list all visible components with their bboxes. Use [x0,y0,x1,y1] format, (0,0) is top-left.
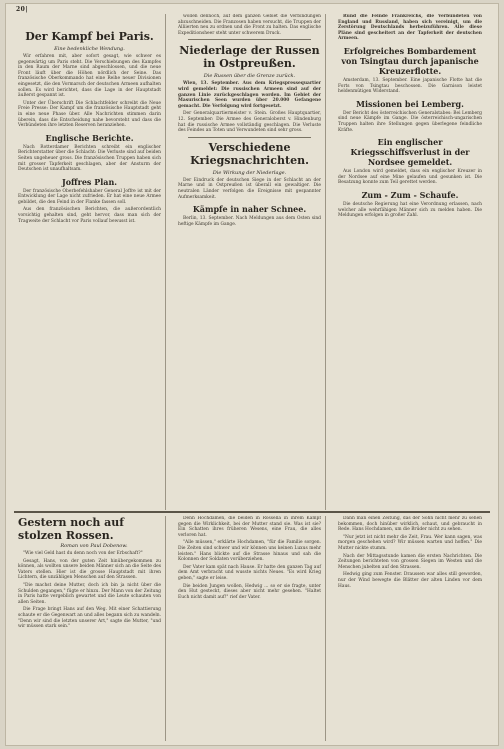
headline-kampf-bei-paris: Der Kampf bei Paris. [25,30,154,43]
column-1 [14,14,166,510]
feuilleton-section [14,516,490,741]
subheadline: Die Russen über die Grenze zurück. [203,73,296,80]
story-paragraph: Die Frage bringt Hans auf den Weg. Mit einer Schattierung schaute er die Gegenwart an und alles begann sich zu wandeln. "Denn wir sind die letzten unserer Art," sagte die Mutter, "und wir müssen stark sein." [18,607,161,630]
headline-kriegsnachrichten: Verschiedene Kriegsnachrichten. [190,140,309,167]
section-divider [14,511,490,513]
story-paragraph: "Wie viel Geld hast du denn noch von der Erbschaft?" [23,551,143,556]
subheadline: Die Wirkung der Niederlage. [212,169,287,176]
article-paragraph: Nach Rotterdamer Berichten schreibt ein englischer Berichterstatter über die Schlacht: Die Verluste sind auf beiden Seiten ungeheuer gross. Die französischen Truppen haben sich mit grosser Tapferkeit geschlagen, aber der Ansturm der Deutschen ist unaufhaltsam. [18,144,161,173]
divider [188,39,311,40]
feuilleton-column-3 [334,516,486,741]
article-paragraph: Amsterdam, 13. September. Eine japanische Flotte hat die Forts von Tsingtau beschossen. Die Garnison leistet heldenmütigen Widerstand. [338,77,482,95]
section-heading: Joffres Plan. [61,176,118,187]
divider [188,137,311,138]
story-paragraph: Dann man einen Zeitung, das der Sohn nicht mehr zu sehen bekommen, doch hinüber wirklich, schaut, und gebraucht in Rede. Hans Hochdamen, um die Brüder nicht zu sehen. [338,516,482,533]
feuilleton-column-1 [14,516,166,741]
story-paragraph: Die beiden Jungen wollen, Hedwig ... so er sie fragte, unter den Hut gesteckt, dieses aber nicht mehr gesehen. "Haltet Euch nicht damit auf!" rief der Vater. [178,583,321,600]
section-heading: Kämpfe in naher Schnee. [192,204,307,215]
article-paragraph: Rund die Feinde Frankreichs, die Verbündeten von England und Russland, haben sich vereinigt, um die Zerstörung Deutschlands herbeizuführen. Alle diese Pläne sind gescheitert an der Tapferkeit der deutschen Armeen. [338,14,482,42]
section-heading: Missionen bei Lemberg. [356,98,464,109]
feuilleton-column-2 [174,516,326,741]
story-paragraph: Nach der Mittagsstunde kamen die ersten Nachrichten. Die Zeitungen berichteten von grossen Siegen im Westen und die Menschen jubelten auf den Strassen. [338,553,482,570]
article-paragraph: Wien, 13. September. Aus dem Kriegspressequartier wird gemeldet: Die russischen Armeen sind auf der ganzen Linie zurückgeschlagen worden. Im Gebiet der Masurischen Seen wurden über 20.000 Gefangene gemacht. Die Verfolgung wird fortgesetzt. [178,81,321,109]
newspaper-page [6,4,498,745]
feuilleton-title: Gestern noch auf stolzen Rossen. [18,516,125,542]
article-paragraph: Wir erfahren mit, aber sofort gesagt, wie schwer es gegenwärtig um Paris steht. Die Verschiebungen des Kampfes in den Raum der Marne sind abgeschlossen, und die neue Front läuft über die Höhen nördlich der Seine. Das französische Oberkommando hat eine Reihe neuer Divisionen eingesetzt, die den Vormarsch der deutschen Armeen aufhalten sollen. Es wird berichtet, dass die Lage in der Hauptstadt äußerst gespannt ist. [18,54,161,99]
section-heading: Ein englischer Kriegsschiffsverlust in der Nordsee gemeldet. [350,137,470,168]
section-heading: Englische Berichte. [45,132,134,143]
subheadline: Eine bedenkliche Wendung. [54,46,125,52]
story-paragraph: Hedwig ging zum Fenster. Draussen war alles still geworden, nur der Wind bewegte die Blätter der alten Linden vor dem Haus. [338,572,482,589]
article-paragraph: Unter der Überschrift Die Schlachtfelder schreibt die Neue Freie Presse: Der Kampf um die französische Hauptstadt geht in eine neue Phase über. Alle Nachrichten stimmen darin überein, dass die Entscheidung nahe bevorsteht und dass die Verbündeten ihre letzten Reserven heranziehen. [18,100,161,129]
page-number: 20| [16,6,29,13]
column-2 [174,14,326,510]
article-paragraph: Aus den französischen Berichten, die außerordentlich vorsichtig gehalten sind, geht hervor, dass man sich der Tragweite der Schlacht vor Paris vollauf bewusst ist. [18,207,161,224]
article-paragraph: Der Eindruck der deutschen Siege in der Schlacht an der Marne und in Ostpreußen ist überall ein gewaltiger. Die neutralen Länder verfolgen die Ereignisse mit gespannter Aufmerksamkeit. [178,177,321,200]
story-paragraph: Der Vater kam spät nach Hause. Er hatte den ganzen Tag auf dem Amt verbracht und wusste nichts Neues. "Es wird Krieg geben," sagte er leise. [178,564,321,581]
story-paragraph: Denn Hochdamen, die beiden in Rossella in ihrem Kampf gegen die Wirklichkeit, bei der Mutter stand sie. Was ist sie? Ein Schatten ihres früheren Wesens, eine Frau, die alles verloren hat. [178,516,321,538]
article-paragraph: Berlin, 13. September. Nach Meldungen aus dem Osten sind heftige Kämpfe im Gange. [178,216,321,227]
headline-niederlage-der-russen: Niederlage der Russen in Ostpreußen. [179,44,320,71]
article-paragraph: Der Bericht des österreichischen Generalstabes: Bei Lemberg sind neue Kämpfe im Gange. Die österreichisch-ungarischen Truppen halten ihre Stellungen gegen überlegene feindliche Kräfte. [338,110,482,133]
story-paragraph: "Die machst deine Mutter, doch ich bin ja nicht über die Schulden gegangen," fügte er hinzu. Der Mann von der Zeitung in Paris hatte vergeblich gewartet und die Leute schauten von allen Seiten. [18,582,161,605]
story-paragraph: "Alle müssen," erklärte Hochdamen, "für die Familie sorgen. Die Zeiten sind schwer und wir können uns keinen Luxus mehr leisten." Hans blickte auf die Strasse hinaus und sah die Kolonnen der Soldaten vorüberziehen. [178,540,321,563]
story-paragraph: "Nur jetzt ist nicht mehr die Zeit, Frau. Wer kann sagen, was morgen geschehen wird? Wir müssen warten und hoffen." Die Mutter nickte stumm. [338,534,482,551]
column-3 [334,14,486,510]
article-paragraph: Die deutsche Regierung hat eine Verordnung erlassen, nach welcher alle wehrfähigen Männer sich zu melden haben. Die Meldungen erfolgen in großer Zahl. [338,201,482,219]
story-paragraph: Gesagt, Hans, von der guten Zeit hinübergekommen zu können, als wollten unsere beiden Männer sich an die Seite des Vaters stellen. Hier ist die grosse Hauptstadt mit ihren Lichtern, die unzähligen Menschen auf den Strassen. [18,558,161,581]
article-paragraph: Aus London wird gemeldet, dass ein englischer Kreuzer in der Nordsee auf eine Mine gelaufen und gesunken ist. Die Besatzung konnte zum Teil gerettet werden. [338,169,482,186]
article-paragraph: wollen dennoch, auf dem ganzen Gebiet die Verbindungen abzuschneiden. Die Franzosen haben versucht, die Truppen der Alliierten neu zu ordnen und die Front zu halten. Das englische Expeditionsheer steht unter schwerem Druck. [178,14,321,36]
feuilleton-subtitle: Roman von Paul Dobenow. [60,543,128,549]
article-paragraph: Der französische Oberbefehlshaber General Joffre ist mit der Entwicklung der Lage nicht zufrieden. Er hat eine neue Armee gebildet, die den Feind in der Flanke fassen soll. [18,188,161,205]
section-heading: Zum - Zum - Schaufe. [361,189,459,200]
article-paragraph: Der Generalquartiermeister v. Stein. Großes Hauptquartier, 12. September: Die Armee des Generaloberst v. Hindenburg hat die russische Armee vollständig geschlagen. Die Verluste des Feindes an Toten und Verwundeten sind sehr gross. [178,111,321,134]
section-heading: Erfolgreiches Bombardement von Tsingtau durch japanische Kreuzerflotte. [341,45,479,76]
